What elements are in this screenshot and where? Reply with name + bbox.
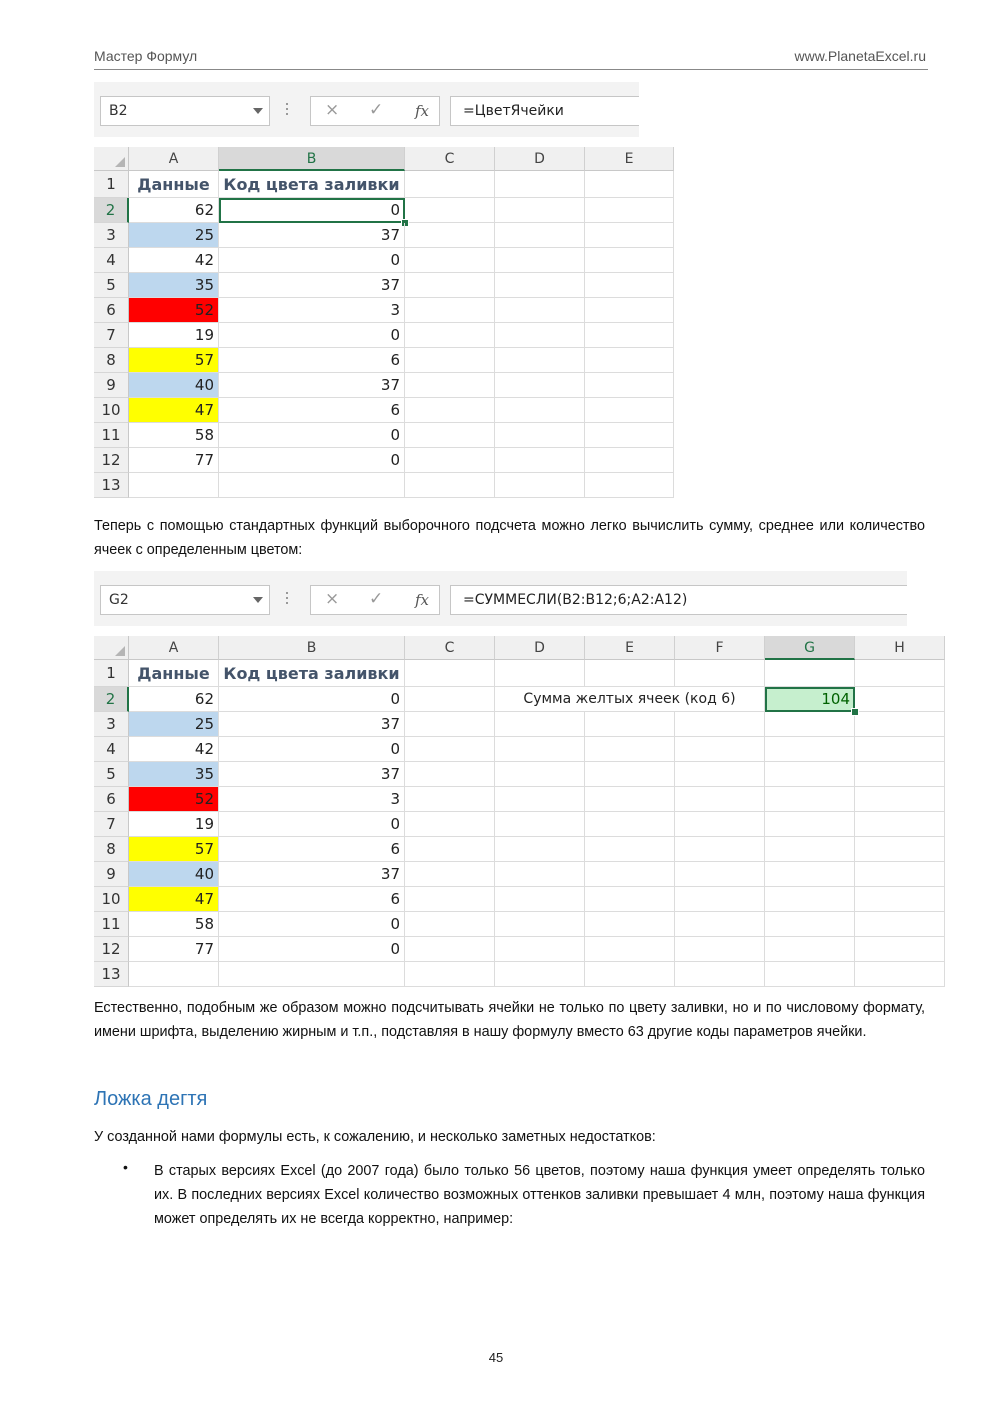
bullet-marker: • — [123, 1159, 128, 1175]
cell[interactable] — [585, 198, 674, 223]
row-header-2[interactable]: 2 — [94, 198, 129, 223]
cell-data-value[interactable] — [129, 962, 219, 987]
cell-data-value[interactable]: 42 — [129, 737, 219, 762]
cell[interactable] — [675, 862, 765, 887]
cell[interactable] — [675, 660, 765, 687]
name-box-value: G2 — [109, 592, 129, 608]
cell[interactable] — [585, 248, 674, 273]
paragraph-2: Естественно, подобным же образом можно подсчитывать ячейки не только по цвету заливки, но и по числовому формату, имени шрифта, выделению жирным и т.п., подставляя в нашу формулу вместо 63 другие коды параметров ячейки. — [94, 1000, 925, 1040]
column-header-e[interactable]: E — [585, 147, 674, 171]
cell[interactable] — [765, 837, 855, 862]
chevron-down-icon[interactable] — [253, 108, 263, 114]
formula-buttons — [310, 585, 440, 615]
cell[interactable] — [495, 373, 585, 398]
cell[interactable] — [585, 962, 675, 987]
result-cell[interactable]: 104 — [765, 687, 855, 712]
cell[interactable] — [405, 198, 495, 223]
cell[interactable] — [585, 887, 675, 912]
cell[interactable] — [765, 660, 855, 687]
cell[interactable] — [585, 448, 674, 473]
cell-color-code[interactable]: 37 — [219, 762, 405, 787]
row-header-10[interactable]: 10 — [94, 887, 129, 912]
row-header-6[interactable]: 6 — [94, 787, 129, 812]
cell[interactable] — [495, 398, 585, 423]
header-cell-color-code[interactable]: Код цвета заливки — [219, 660, 405, 687]
cell-color-code[interactable]: 6 — [219, 348, 405, 373]
cell[interactable] — [855, 862, 945, 887]
cell-color-code[interactable] — [219, 962, 405, 987]
cell[interactable] — [405, 448, 495, 473]
drag-handle-icon[interactable] — [286, 589, 289, 609]
row-header-5[interactable]: 5 — [94, 273, 129, 298]
cell[interactable] — [585, 348, 674, 373]
cell[interactable] — [495, 862, 585, 887]
cell-color-code[interactable]: 0 — [219, 937, 405, 962]
cell[interactable] — [405, 812, 495, 837]
column-header-h[interactable]: H — [855, 636, 945, 660]
cell[interactable] — [495, 423, 585, 448]
cell[interactable] — [495, 323, 585, 348]
cell[interactable] — [585, 373, 674, 398]
cell[interactable] — [675, 762, 765, 787]
cell[interactable] — [585, 712, 675, 737]
formula-bar — [94, 571, 907, 626]
cell[interactable] — [765, 812, 855, 837]
cell[interactable] — [495, 962, 585, 987]
cell[interactable] — [495, 737, 585, 762]
row-header-13[interactable]: 13 — [94, 962, 129, 987]
cell[interactable] — [765, 937, 855, 962]
cell-data-value[interactable]: 47 — [129, 398, 219, 423]
cell[interactable] — [585, 862, 675, 887]
cell[interactable] — [585, 273, 674, 298]
column-header-g[interactable]: G — [765, 636, 855, 660]
insert-function-icon[interactable]: fx — [415, 102, 430, 120]
cell[interactable] — [855, 660, 945, 687]
paragraph-1: Теперь с помощью стандартных функций выборочного подсчета можно легко вычислить сумму, среднее или количество ячеек с определенным цветом: — [94, 518, 925, 558]
cell[interactable] — [585, 171, 674, 198]
cell-color-code[interactable]: 0 — [219, 323, 405, 348]
cell[interactable] — [765, 787, 855, 812]
name-box[interactable] — [100, 585, 270, 615]
cell-data-value[interactable]: 42 — [129, 248, 219, 273]
cell-data-value[interactable]: 35 — [129, 273, 219, 298]
column-header-a[interactable]: A — [129, 147, 219, 171]
active-cell[interactable]: 0 — [219, 198, 405, 223]
cell[interactable] — [405, 712, 495, 737]
cell[interactable] — [855, 962, 945, 987]
cell[interactable] — [405, 248, 495, 273]
cell-color-code[interactable]: 37 — [219, 223, 405, 248]
enter-icon[interactable]: ✓ — [369, 100, 384, 120]
name-box-value: B2 — [109, 103, 128, 119]
cell[interactable] — [855, 687, 945, 712]
row-header-9[interactable]: 9 — [94, 862, 129, 887]
row-header-7[interactable]: 7 — [94, 323, 129, 348]
cell[interactable] — [675, 837, 765, 862]
cancel-icon[interactable]: × — [325, 589, 340, 609]
cell[interactable] — [495, 198, 585, 223]
header-cell-data[interactable]: Данные — [129, 171, 219, 198]
excel-screenshot-2 — [94, 571, 907, 981]
formula-input[interactable]: =ЦветЯчейки — [450, 96, 639, 126]
cell[interactable] — [405, 171, 495, 198]
row-header-12[interactable]: 12 — [94, 937, 129, 962]
cell[interactable] — [675, 962, 765, 987]
cell[interactable] — [495, 223, 585, 248]
row-header-8[interactable]: 8 — [94, 837, 129, 862]
cell[interactable] — [405, 323, 495, 348]
paragraph-3: У созданной нами формулы есть, к сожалению, и несколько заметных недостатков: — [94, 1129, 656, 1145]
cell[interactable] — [765, 737, 855, 762]
column-header-e[interactable]: E — [585, 636, 675, 660]
cell-data-value[interactable]: 35 — [129, 762, 219, 787]
cell[interactable] — [495, 812, 585, 837]
cell[interactable] — [855, 812, 945, 837]
cell-data-value[interactable]: 62 — [129, 687, 219, 712]
cell[interactable] — [405, 660, 495, 687]
cell[interactable] — [405, 348, 495, 373]
cell[interactable] — [495, 887, 585, 912]
cell-color-code[interactable]: 0 — [219, 448, 405, 473]
cell-data-value[interactable]: 40 — [129, 862, 219, 887]
fill-handle[interactable] — [851, 708, 859, 716]
cell[interactable] — [405, 887, 495, 912]
cell[interactable] — [855, 737, 945, 762]
cell[interactable] — [585, 937, 675, 962]
cell[interactable] — [585, 787, 675, 812]
cell[interactable] — [765, 762, 855, 787]
row-header-12[interactable]: 12 — [94, 448, 129, 473]
cancel-icon[interactable]: × — [325, 100, 340, 120]
cell[interactable] — [405, 837, 495, 862]
page-header-left: Мастер Формул — [94, 48, 198, 64]
cell-data-value[interactable]: 25 — [129, 712, 219, 737]
cell[interactable] — [405, 373, 495, 398]
cell[interactable] — [675, 712, 765, 737]
row-header-13[interactable]: 13 — [94, 473, 129, 498]
row-header-4[interactable]: 4 — [94, 248, 129, 273]
cell[interactable] — [405, 687, 495, 712]
cell-data-value[interactable]: 58 — [129, 423, 219, 448]
cell-color-code[interactable]: 6 — [219, 837, 405, 862]
page-number: 45 — [488, 1350, 504, 1365]
row-header-11[interactable]: 11 — [94, 423, 129, 448]
section-title: Ложка дегтя — [94, 1088, 208, 1110]
select-all-corner[interactable] — [94, 147, 129, 171]
cell[interactable] — [495, 448, 585, 473]
cell-data-value[interactable]: 40 — [129, 373, 219, 398]
cell[interactable] — [495, 348, 585, 373]
header-rule — [94, 69, 928, 70]
cell-data-value[interactable]: 47 — [129, 887, 219, 912]
cell[interactable] — [675, 812, 765, 837]
cell[interactable] — [585, 837, 675, 862]
column-header-f[interactable]: F — [675, 636, 765, 660]
row-header-11[interactable]: 11 — [94, 912, 129, 937]
enter-icon[interactable]: ✓ — [369, 589, 384, 609]
drag-handle-icon[interactable] — [286, 100, 289, 120]
column-header-c[interactable]: C — [405, 147, 495, 171]
cell[interactable] — [405, 737, 495, 762]
cell-data-value[interactable]: 19 — [129, 812, 219, 837]
row-header-4[interactable]: 4 — [94, 737, 129, 762]
row-header-5[interactable]: 5 — [94, 762, 129, 787]
row-header-8[interactable]: 8 — [94, 348, 129, 373]
cell[interactable] — [585, 298, 674, 323]
cell[interactable] — [585, 223, 674, 248]
row-header-7[interactable]: 7 — [94, 812, 129, 837]
cell-data-value[interactable]: 77 — [129, 937, 219, 962]
cell[interactable] — [495, 712, 585, 737]
cell-color-code[interactable]: 0 — [219, 687, 405, 712]
cell-data-value[interactable]: 62 — [129, 198, 219, 223]
cell-data-value[interactable]: 57 — [129, 837, 219, 862]
cell[interactable] — [855, 762, 945, 787]
column-header-d[interactable]: D — [495, 636, 585, 660]
cell[interactable] — [585, 912, 675, 937]
insert-function-icon[interactable]: fx — [415, 591, 430, 609]
cell[interactable] — [675, 912, 765, 937]
cell[interactable] — [405, 223, 495, 248]
cell[interactable] — [855, 912, 945, 937]
cell[interactable] — [855, 887, 945, 912]
row-header-3[interactable]: 3 — [94, 223, 129, 248]
cell-color-code[interactable]: 37 — [219, 273, 405, 298]
cell[interactable] — [675, 887, 765, 912]
cell[interactable] — [765, 962, 855, 987]
row-header-1[interactable]: 1 — [94, 660, 129, 687]
cell-data-value[interactable] — [129, 473, 219, 498]
cell[interactable] — [405, 423, 495, 448]
bullet-item-1: В старых версиях Excel (до 2007 года) было только 56 цветов, поэтому наша функция умеет определять только их. В последних версиях Excel количество возможных оттенков заливки превышает 4 млн, поэтому наша функция может определять их не всегда корректно, например: — [154, 1163, 925, 1227]
cell[interactable] — [585, 473, 674, 498]
cell[interactable] — [675, 737, 765, 762]
cell-data-value[interactable]: 57 — [129, 348, 219, 373]
cell-color-code[interactable]: 37 — [219, 862, 405, 887]
cell[interactable] — [675, 787, 765, 812]
cell-color-code[interactable]: 37 — [219, 712, 405, 737]
cell-data-value[interactable]: 19 — [129, 323, 219, 348]
column-header-b[interactable]: B — [219, 147, 405, 171]
cell[interactable] — [495, 298, 585, 323]
cell[interactable] — [585, 398, 674, 423]
cell[interactable] — [585, 812, 675, 837]
formula-buttons — [310, 96, 440, 126]
cell[interactable] — [855, 937, 945, 962]
cell-color-code[interactable]: 0 — [219, 912, 405, 937]
cell-data-value[interactable]: 77 — [129, 448, 219, 473]
cell-color-code[interactable] — [219, 473, 405, 498]
cell[interactable] — [495, 248, 585, 273]
cell-color-code[interactable]: 0 — [219, 423, 405, 448]
cell-color-code[interactable]: 3 — [219, 298, 405, 323]
row-header-10[interactable]: 10 — [94, 398, 129, 423]
cell[interactable] — [405, 298, 495, 323]
chevron-down-icon[interactable] — [253, 597, 263, 603]
cell-data-value[interactable]: 58 — [129, 912, 219, 937]
cell[interactable] — [855, 837, 945, 862]
cell[interactable] — [585, 737, 675, 762]
cell-color-code[interactable]: 6 — [219, 887, 405, 912]
cell[interactable] — [405, 912, 495, 937]
cell[interactable] — [765, 912, 855, 937]
cell[interactable] — [495, 837, 585, 862]
cell-color-code[interactable]: 6 — [219, 398, 405, 423]
row-header-2[interactable]: 2 — [94, 687, 129, 712]
cell[interactable] — [495, 762, 585, 787]
formula-input[interactable]: =СУММЕСЛИ(B2:B12;6;A2:A12) — [450, 585, 907, 615]
column-header-a[interactable]: A — [129, 636, 219, 660]
cell[interactable] — [405, 762, 495, 787]
row-header-3[interactable]: 3 — [94, 712, 129, 737]
cell[interactable] — [405, 787, 495, 812]
cell[interactable] — [495, 660, 585, 687]
cell[interactable] — [405, 862, 495, 887]
cell-color-code[interactable]: 37 — [219, 373, 405, 398]
select-all-corner[interactable] — [94, 636, 129, 660]
cell[interactable] — [855, 712, 945, 737]
cell[interactable] — [495, 937, 585, 962]
cell[interactable] — [495, 787, 585, 812]
cell[interactable] — [405, 473, 495, 498]
row-header-1[interactable]: 1 — [94, 171, 129, 198]
cell-data-value[interactable]: 52 — [129, 298, 219, 323]
cell[interactable] — [495, 912, 585, 937]
page-header-right: www.PlanetaExcel.ru — [794, 48, 926, 64]
cell[interactable] — [405, 398, 495, 423]
cell[interactable] — [585, 762, 675, 787]
cell[interactable] — [585, 660, 675, 687]
excel-screenshot-1 — [94, 82, 639, 498]
cell[interactable] — [405, 273, 495, 298]
name-box[interactable] — [100, 96, 270, 126]
cell[interactable] — [765, 887, 855, 912]
cell[interactable] — [765, 712, 855, 737]
sum-label[interactable]: Сумма желтых ячеек (код 6) — [495, 687, 765, 712]
cell-color-code[interactable]: 0 — [219, 248, 405, 273]
row-header-9[interactable]: 9 — [94, 373, 129, 398]
cell[interactable] — [495, 171, 585, 198]
cell[interactable] — [855, 787, 945, 812]
cell[interactable] — [405, 962, 495, 987]
column-header-b[interactable]: B — [219, 636, 405, 660]
cell-data-value[interactable]: 25 — [129, 223, 219, 248]
column-header-d[interactable]: D — [495, 147, 585, 171]
header-cell-data[interactable]: Данные — [129, 660, 219, 687]
cell[interactable] — [585, 423, 674, 448]
formula-bar — [94, 82, 639, 137]
column-header-c[interactable]: C — [405, 636, 495, 660]
cell[interactable] — [405, 937, 495, 962]
cell[interactable] — [765, 862, 855, 887]
row-header-6[interactable]: 6 — [94, 298, 129, 323]
cell-color-code[interactable]: 0 — [219, 737, 405, 762]
cell[interactable] — [675, 937, 765, 962]
cell-color-code[interactable]: 0 — [219, 812, 405, 837]
header-cell-color-code[interactable]: Код цвета заливки — [219, 171, 405, 198]
cell-data-value[interactable]: 52 — [129, 787, 219, 812]
cell[interactable] — [585, 323, 674, 348]
cell-color-code[interactable]: 3 — [219, 787, 405, 812]
cell[interactable] — [495, 273, 585, 298]
cell[interactable] — [495, 473, 585, 498]
